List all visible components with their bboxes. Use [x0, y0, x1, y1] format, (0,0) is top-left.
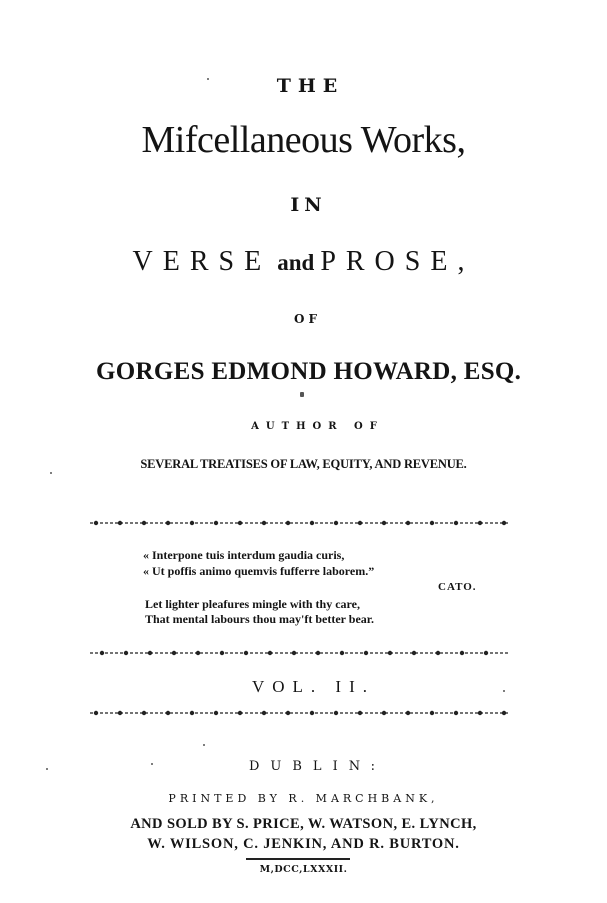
subtitle [0, 246, 607, 278]
motto-latin-line-1: « Interpone tuis interdum gaudia curis, [143, 548, 345, 562]
date-rule [246, 858, 350, 860]
imprint-sellers-line-2: W. WILSON, C. JENKIN, AND R. BURTON. [147, 836, 460, 852]
book-title [0, 118, 607, 162]
motto-english-line-1: Let lighter pleafures mingle with thy care, [145, 597, 360, 611]
imprint-printer: PRINTED BY R. MARCHBANK, [168, 792, 439, 805]
title-prefix: THE [276, 75, 345, 97]
subtitle-and: and [277, 250, 315, 275]
ornamental-rule-middle [90, 649, 510, 657]
title-connector-in: IN [290, 194, 327, 216]
paper-speck [203, 744, 205, 746]
volume-number: VOL. II. [251, 677, 375, 696]
subtitle-prose: PROSE, [320, 246, 475, 277]
author-of-label: AUTHOR OF [251, 421, 384, 432]
paper-speck [300, 392, 304, 397]
paper-speck [50, 472, 52, 474]
paper-speck [46, 768, 48, 770]
imprint-city: DUBLIN: [249, 759, 386, 774]
ornamental-rule-bottom [90, 709, 510, 717]
ornamental-rule-top [90, 519, 510, 527]
paper-speck [503, 690, 505, 692]
title-connector-of: OF [294, 312, 321, 326]
motto-attribution: CATO. [438, 581, 477, 593]
paper-speck [207, 78, 209, 80]
imprint-date: M,DCC,LXXXII. [259, 864, 348, 875]
author-name: GORGES EDMOND HOWARD, ESQ. [96, 358, 522, 385]
motto-latin-line-2: « Ut poffis animo quemvis fufferre laborem.” [143, 564, 375, 578]
imprint-sellers-line-1: AND SOLD BY S. PRICE, W. WATSON, E. LYNCH, [130, 816, 477, 832]
book-title-text: Mifcellaneous Works, [141, 119, 466, 161]
author-works: SEVERAL TREATISES OF LAW, EQUITY, AND REVENUE. [140, 457, 467, 471]
subtitle-verse: VERSE [132, 246, 272, 277]
paper-speck [151, 763, 153, 765]
motto-english-line-2: That mental labours thou may'ft better bear. [145, 612, 374, 626]
